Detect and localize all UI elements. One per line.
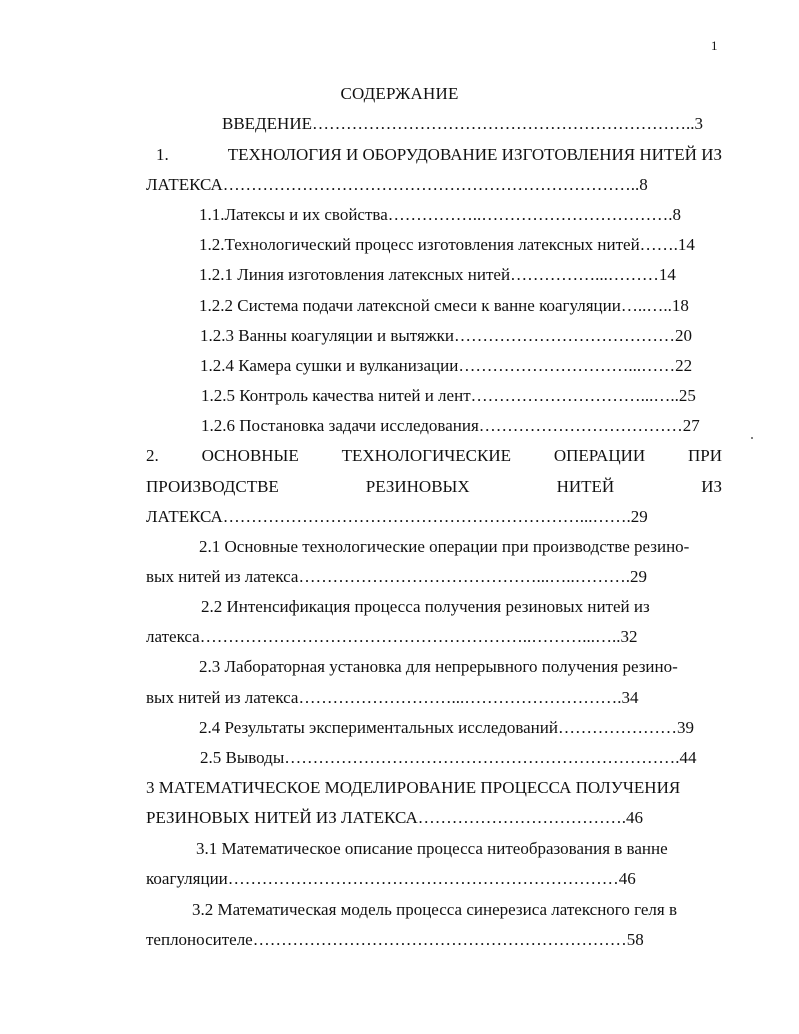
toc-entry-2-3-cont: вых нитей из латекса………………………...……………………….34	[146, 688, 639, 707]
toc-entry-introduction: ВВЕДЕНИЕ…………………………………………………………..3	[222, 114, 703, 133]
toc-entry-2-4: 2.4 Результаты экспериментальных исследований…………………39	[199, 718, 694, 737]
word: НИТЕЙ	[556, 477, 615, 496]
word: РЕЗИНОВЫХ	[365, 477, 470, 496]
toc-entry-chapter-2-cont	[146, 477, 722, 497]
toc-entry-3-1: 3.1 Математическое описание процесса нитеобразования в ванне	[196, 839, 668, 858]
toc-entry-2-5: 2.5 Выводы…………………………………………………………….44	[200, 748, 697, 767]
toc-entry-2-2: 2.2 Интенсификация процесса получения резиновых нитей из	[201, 597, 650, 616]
toc-entry-2-1-cont: вых нитей из латекса……………………………………...…..……….29	[146, 567, 647, 586]
toc-entry-3-2: 3.2 Математическая модель процесса синерезиса латексного геля в	[192, 900, 677, 919]
toc-entry-2-2-cont: латекса…………………………………………………..………...…..32	[146, 627, 638, 646]
word: ОПЕРАЦИИ	[553, 446, 646, 465]
toc-entry-1-2-4: 1.2.4 Камера сушки и вулканизации…………………………...……22	[200, 356, 693, 375]
word: ТЕХНОЛОГИЧЕСКИЕ	[341, 446, 512, 465]
toc-entry-2-3: 2.3 Лабораторная установка для непрерывного получения резино-	[199, 657, 678, 676]
toc-entry-1-2-6: 1.2.6 Постановка задачи исследования………………………………27	[201, 416, 700, 435]
toc-entry-1-1: 1.1.Латексы и их свойства……………..…………………………….8	[199, 205, 681, 224]
toc-entry-2-1: 2.1 Основные технологические операции при производстве резино-	[199, 537, 690, 556]
word: ПРОИЗВОДСТВЕ	[146, 477, 279, 496]
toc-entry-chapter-1	[156, 145, 722, 165]
page-number: 1	[711, 38, 718, 53]
toc-entry-3-1-cont: коагуляции……………………………………………………………46	[146, 869, 636, 888]
toc-entry-1-2-3: 1.2.3 Ванны коагуляции и вытяжки…………………………………20	[200, 326, 692, 345]
toc-entry-1-2-5: 1.2.5 Контроль качества нитей и лент…………………………...…..25	[201, 386, 696, 405]
word: 2.	[146, 446, 159, 465]
toc-entry-chapter-3-cont: РЕЗИНОВЫХ НИТЕЙ ИЗ ЛАТЕКСА……………………………….46	[146, 808, 643, 827]
toc-entry-chapter-2	[146, 446, 722, 466]
toc-entry-chapter-1-cont: ЛАТЕКСА………………………………………………………………..8	[146, 175, 648, 194]
word: ИЗ	[701, 477, 722, 496]
word: ОСНОВНЫЕ	[201, 446, 299, 465]
chapter-title: ТЕХНОЛОГИЯ И ОБОРУДОВАНИЕ ИЗГОТОВЛЕНИЯ НИТЕЙ ИЗ	[227, 145, 722, 164]
toc-entry-3-2-cont: теплоносителе…………………………………………………………58	[146, 930, 644, 949]
toc-entry-1-2-2: 1.2.2 Система подачи латексной смеси к ванне коагуляции…..…..18	[199, 296, 689, 315]
toc-entry-chapter-2-end: ЛАТЕКСА………………………………………………………...…….29	[146, 507, 648, 526]
toc-entry-chapter-3: 3 МАТЕМАТИЧЕСКОЕ МОДЕЛИРОВАНИЕ ПРОЦЕССА ПОЛУЧЕНИЯ	[146, 778, 681, 797]
toc-title: СОДЕРЖАНИЕ	[340, 84, 459, 103]
toc-entry-1-2-1: 1.2.1 Линия изготовления латексных нитей……………...………14	[199, 265, 676, 284]
word: ПРИ	[687, 446, 722, 465]
scan-speck	[751, 437, 753, 439]
chapter-number: 1.	[156, 145, 169, 164]
toc-entry-1-2: 1.2.Технологический процесс изготовления латексных нитей…….14	[199, 235, 695, 254]
